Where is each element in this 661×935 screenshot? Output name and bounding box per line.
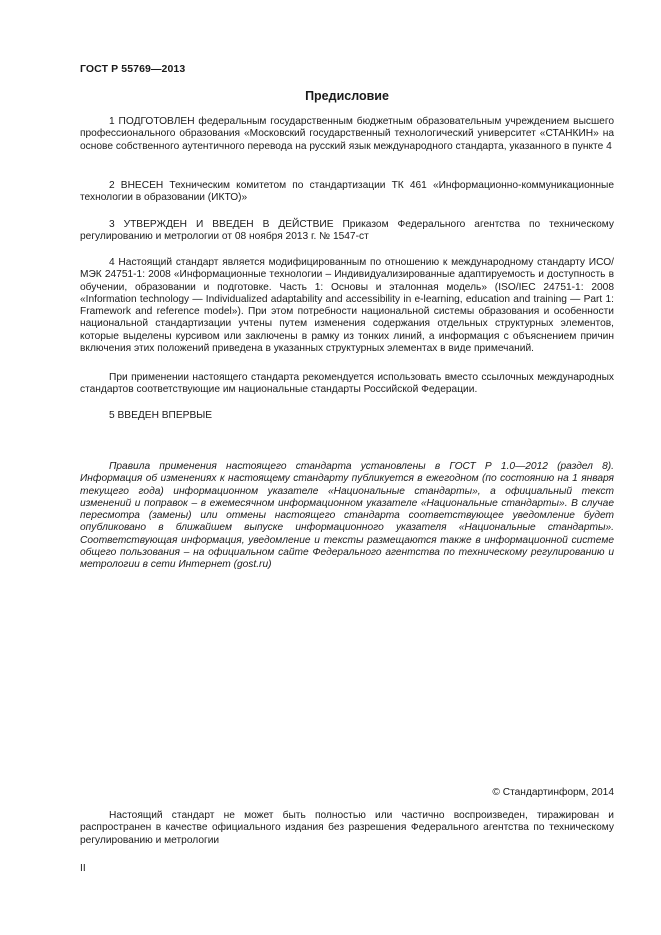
document-code: ГОСТ Р 55769—2013 <box>80 63 186 75</box>
paragraph-introduced-first: 5 ВВЕДЕН ВПЕРВЫЕ <box>109 410 213 421</box>
paragraph-application-rules: Правила применения настоящего стандарта установлены в ГОСТ Р 1.0—2012 (раздел 8). Информация об изменениях к настоящему стандарту публикуется в ежегодном (по состоянию на 1 января текущего года) информационном указателе «Национальные стандарты», а официальный текст изменений и поправок – в ежемесячном информационном указателе «Национальные стандарты». В случае пересмотра (замены) или отмены настоящего стандарта соответствующее уведомление будет опубликовано в ближайшем выпуске информационного указателя «Национальные стандарты». Соответствующая информация, уведомление и тексты размещаются также в информационной системе общего пользования – на официальном сайте Федерального агентства по техническому регулированию и метрологии в сети Интернет (gost.ru) <box>80 461 614 571</box>
paragraph-modified-standard: 4 Настоящий стандарт является модифицированным по отношению к международному стандарту ИСО/МЭК 24751-1: 2008 «Информационные технологии – Индивидуализированные адаптируемость и доступность в обучении, образовании и подготовке. Часть 1: Основы и эталонная модель» (ISO/IEC 24751-1: 2008 «Information technology — Individualized adaptability and accessibility in e-learning, education and training — Part 1: Framework and reference model»). При этом потребности национальной системы образования и особенности национальной стандартизации учтены путем изменения содержания отдельных структурных элементов, которые выделены курсивом или заключены в рамку из тонких линий, а информация с объяснением причин включения этих положений приведена в указанных структурных элементах в виде примечаний. <box>80 257 614 355</box>
page-number: II <box>80 863 86 874</box>
copyright-notice: © Стандартинформ, 2014 <box>492 787 614 798</box>
paragraph-prepared-by: 1 ПОДГОТОВЛЕН федеральным государственным бюджетным образовательным учреждением высшего профессионального образования «Московский государственный технологический университет «СТАНКИН» на основе собственного аутентичного перевода на русский язык международного стандарта, указанного в пункте 4 <box>80 116 614 152</box>
paragraph-reproduction-notice: Настоящий стандарт не может быть полностью или частично воспроизведен, тиражирован и распространен в качестве официального издания без разрешения Федерального агентства по техническому регулированию и метрологии <box>80 810 614 846</box>
paragraph-approved: 3 УТВЕРЖДЕН И ВВЕДЕН В ДЕЙСТВИЕ Приказом Федерального агентства по техническому регулированию и метрологии от 08 ноября 2013 г. № 1547-ст <box>80 219 614 243</box>
paragraph-submitted-by: 2 ВНЕСЕН Техническим комитетом по стандартизации ТК 461 «Информационно-коммуникационные технологии в образовании (ИКТО)» <box>80 180 614 204</box>
page-title: Предисловие <box>305 89 389 103</box>
paragraph-reference-standards: При применении настоящего стандарта рекомендуется использовать вместо ссылочных международных стандартов соответствующие им национальные стандарты Российской Федерации. <box>80 372 614 396</box>
